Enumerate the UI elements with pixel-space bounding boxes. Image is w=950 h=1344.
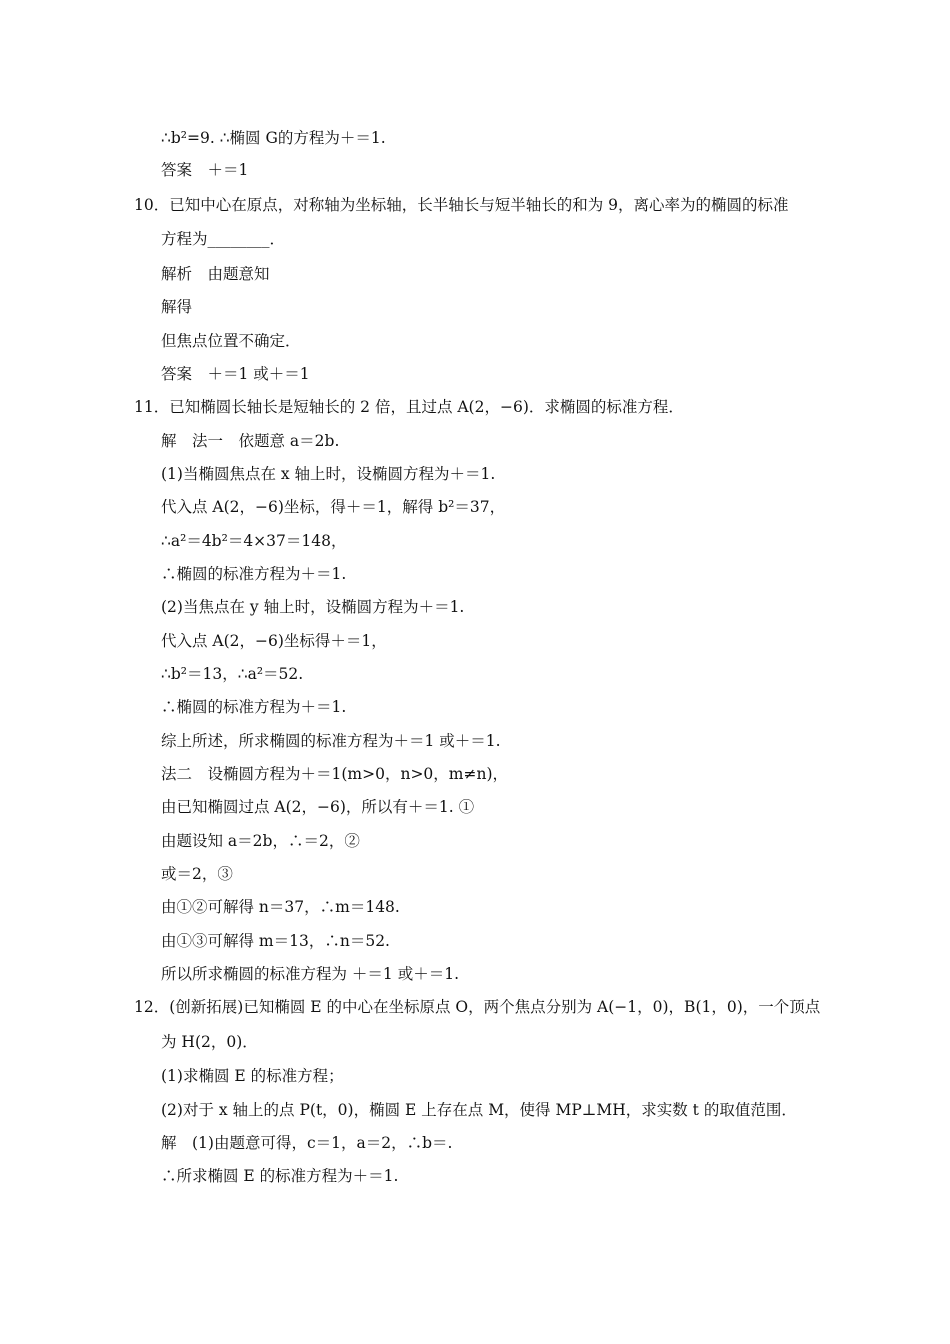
solution-line: 解 (1)由题意可得，c＝1，a＝2，∴b＝. — [161, 1134, 453, 1152]
text-line: 所以所求椭圆的标准方程为 ＋＝1 或＋＝1. — [161, 965, 460, 983]
text-line: 但焦点位置不确定． — [161, 332, 301, 350]
text-line: ∴b²＝13，∴a²＝52. — [161, 665, 304, 683]
text-line: (2)当焦点在 y 轴上时，设椭圆方程为＋＝1. — [161, 598, 465, 616]
text-line: (1)求椭圆 E 的标准方程； — [161, 1067, 344, 1085]
text-line: 法二 设椭圆方程为＋＝1(m>0，n>0，m≠n)， — [161, 765, 509, 783]
text-line: 由已知椭圆过点 A(2，−6)，所以有＋＝1. ① — [161, 798, 475, 816]
text-line: ∴椭圆的标准方程为＋＝1. — [161, 565, 347, 583]
text-line: ∴椭圆的标准方程为＋＝1. — [161, 698, 347, 716]
answer-line: 答案 ＋＝1 或＋＝1 — [161, 365, 310, 383]
text-line: ∴所求椭圆 E 的标准方程为＋＝1. — [161, 1167, 399, 1185]
text-line: 或＝2，③ — [161, 865, 233, 883]
text-line: 代入点 A(2，−6)坐标，得＋＝1，解得 b²＝37， — [161, 498, 506, 516]
question-10: 10．已知中心在原点，对称轴为坐标轴，长半轴长与短半轴长的和为 9，离心率为的椭圆的标准 — [134, 196, 789, 214]
solution-line: 解 法一 依题意 a＝2b. — [161, 432, 340, 450]
text-line: 由题设知 a＝2b，∴＝2，② — [161, 832, 360, 850]
question-11: 11．已知椭圆长轴长是短轴长的 2 倍，且过点 A(2，−6)．求椭圆的标准方程． — [134, 398, 684, 416]
text-line: (1)当椭圆焦点在 x 轴上时，设椭圆方程为＋＝1. — [161, 465, 496, 483]
question-12: 12．(创新拓展)已知椭圆 E 的中心在坐标原点 O，两个焦点分别为 A(−1，0)，B(1，0)，一个顶点 — [134, 998, 821, 1016]
text-line: ∴b²=9. ∴椭圆 G的方程为＋＝1. — [161, 129, 386, 147]
text-line: 综上所述，所求椭圆的标准方程为＋＝1 或＋＝1. — [161, 732, 501, 750]
answer-line: 答案 ＋＝1 — [161, 161, 249, 179]
text-line: 解得 — [161, 298, 193, 316]
text-line: 由①③可解得 m＝13，∴n＝52. — [161, 932, 390, 950]
text-line: (2)对于 x 轴上的点 P(t，0)，椭圆 E 上存在点 M，使得 MP⊥MH，求实数 t 的取值范围． — [161, 1101, 797, 1119]
analysis-line: 解析 由题意知 — [161, 265, 270, 283]
text-line: 由①②可解得 n＝37，∴m＝148. — [161, 898, 400, 916]
text-line: ∴a²＝4b²＝4×37＝148， — [161, 532, 347, 550]
text-line: 为 H(2，0)． — [161, 1033, 258, 1051]
text-line: 代入点 A(2，−6)坐标得＋＝1， — [161, 632, 387, 650]
text-line: 方程为________． — [161, 230, 286, 248]
